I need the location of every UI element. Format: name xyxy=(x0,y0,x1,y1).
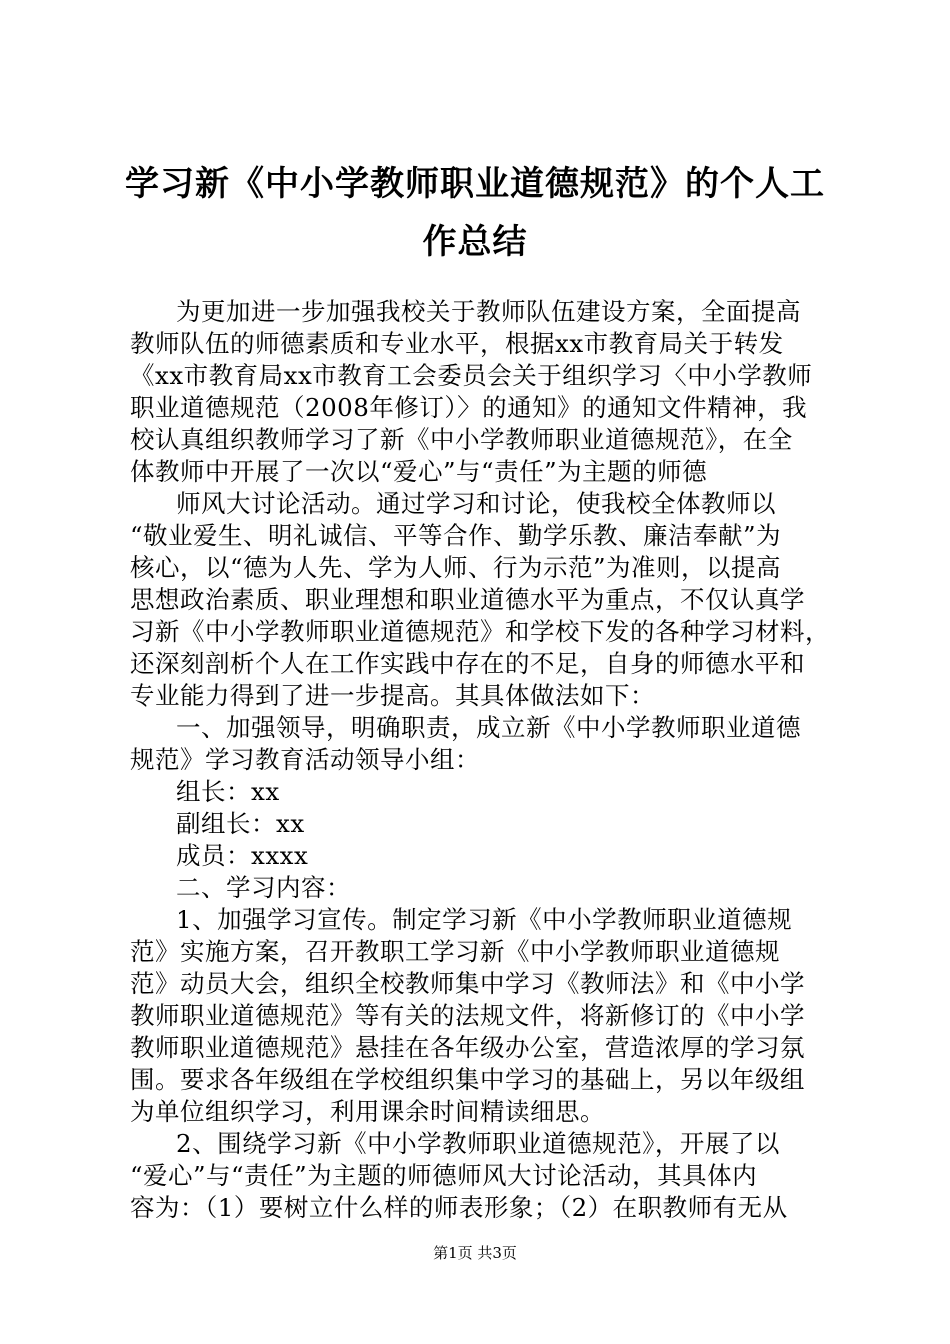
document-body xyxy=(130,296,830,1224)
body-line: 围。要求各年级组在学校组织集中学习的基础上，另以年级组 xyxy=(130,1065,805,1094)
body-line: 思想政治素质、职业理想和职业道德水平为重点，不仅认真学 xyxy=(130,585,805,614)
body-line: 核心，以“德为人先、学为人师、行为示范”为准则，以提高 xyxy=(130,553,782,582)
body-line: 二、学习内容： xyxy=(176,873,351,902)
body-line: 教师职业道德规范》悬挂在各年级办公室，营造浓厚的学习氛 xyxy=(130,1033,805,1062)
body-line: “爱心”与“责任”为主题的师德师风大讨论活动，其具体内 xyxy=(130,1161,758,1190)
body-line: 《xx市教育局xx市教育工会委员会关于组织学习〈中小学教师 xyxy=(130,361,813,390)
body-line: 师风大讨论活动。通过学习和讨论，使我校全体教师以 xyxy=(176,489,776,518)
body-line: 容为：（1）要树立什么样的师表形象；（2）在职教师有无从 xyxy=(130,1193,788,1222)
body-line: 范》实施方案，召开教职工学习新《中小学教师职业道德规 xyxy=(130,937,780,966)
document-title-line-1: 学习新《中小学教师职业道德规范》的个人工 xyxy=(125,164,825,204)
body-line: 职业道德规范（2008年修订）〉的通知》的通知文件精神，我 xyxy=(130,393,808,422)
body-line: “敬业爱生、明礼诚信、平等合作、勤学乐教、廉洁奉献”为 xyxy=(130,521,782,550)
body-line: 规范》学习教育活动领导小组： xyxy=(130,745,480,774)
body-line: 组长：xx xyxy=(176,777,280,806)
body-line: 教师职业道德规范》等有关的法规文件，将新修订的《中小学 xyxy=(130,1001,805,1030)
body-line: 为更加进一步加强我校关于教师队伍建设方案，全面提高 xyxy=(176,297,801,326)
body-line: 一、加强领导，明确职责，成立新《中小学教师职业道德 xyxy=(176,713,801,742)
body-line: 范》动员大会，组织全校教师集中学习《教师法》和《中小学 xyxy=(130,969,805,998)
body-line: 专业能力得到了进一步提高。其具体做法如下： xyxy=(130,681,655,710)
body-line: 1、加强学习宣传。制定学习新《中小学教师职业道德规 xyxy=(176,905,793,934)
body-line: 副组长：xx xyxy=(176,809,305,838)
page-footer: 第1页 共3页 xyxy=(433,1244,517,1262)
document-title-line-2: 作总结 xyxy=(422,222,528,262)
body-line: 习新《中小学教师职业道德规范》和学校下发的各种学习材料， xyxy=(130,617,830,646)
body-line: 教师队伍的师德素质和专业水平，根据xx市教育局关于转发 xyxy=(130,329,784,358)
body-line: 为单位组织学习，利用课余时间精读细思。 xyxy=(130,1097,605,1126)
body-line: 还深刻剖析个人在工作实践中存在的不足，自身的师德水平和 xyxy=(130,649,805,678)
body-line: 成员：xxxx xyxy=(176,841,309,870)
body-line: 体教师中开展了一次以“爱心”与“责任”为主题的师德 xyxy=(130,457,708,486)
body-line: 校认真组织教师学习了新《中小学教师职业道德规范》，在全 xyxy=(130,425,793,454)
body-line: 2、围绕学习新《中小学教师职业道德规范》，开展了以 xyxy=(176,1129,780,1158)
